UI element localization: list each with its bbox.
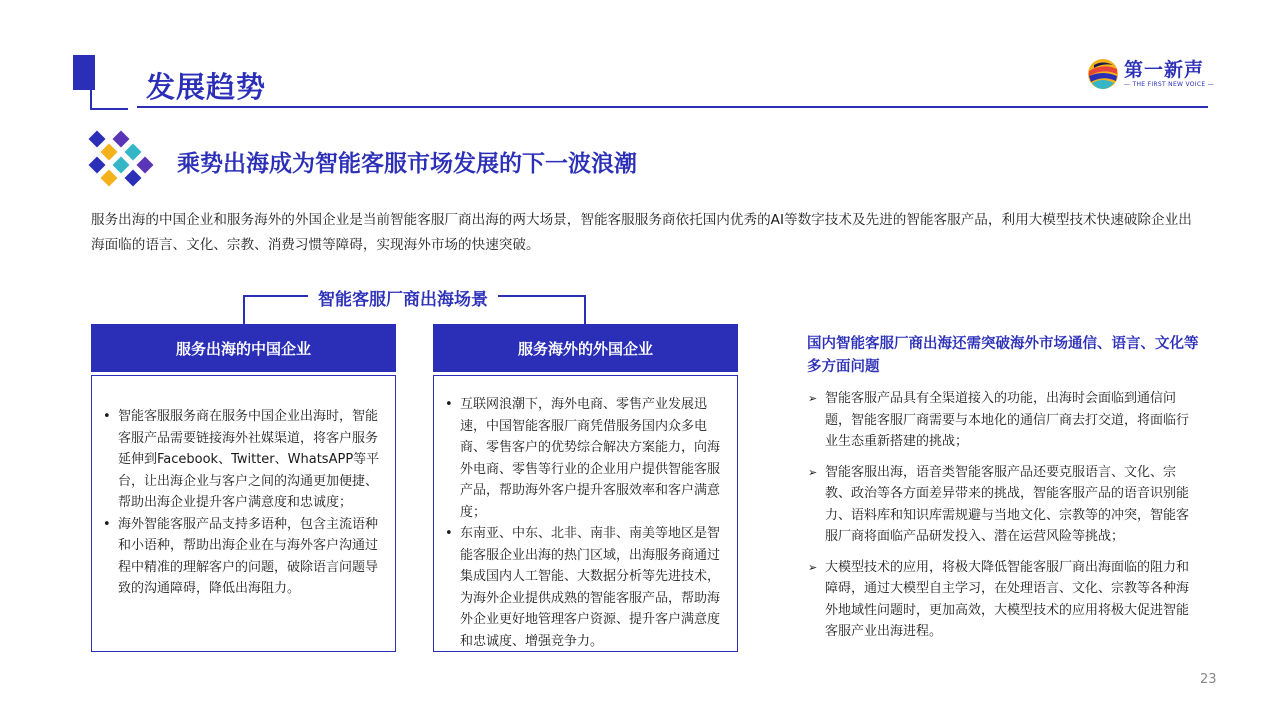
scene-box-foreign-enterprises: [433, 375, 738, 652]
arrow-bullet-icon: ➢: [808, 465, 818, 479]
scene-header-foreign-enterprises: 服务海外的外国企业: [433, 324, 738, 372]
section-title: 乘势出海成为智能客服市场发展的下一波浪潮: [177, 151, 637, 177]
scene-bullet-list: [96, 406, 381, 600]
scene-bullet: • 海外智能客服产品支持多语种，包含主流语种和小语种，帮助出海企业在与海外客户沟通过程中精准的理解客户的问题，破除语言问题导致的沟通障碍，降低出海阻力。: [96, 514, 381, 600]
arrow-bullet-icon: ➢: [808, 560, 818, 574]
logo-mark-icon: [1086, 57, 1120, 91]
page-title: 发展趋势: [146, 70, 267, 104]
header-divider: [137, 106, 1208, 108]
logo-tagline: — THE FIRST NEW VOICE —: [1124, 81, 1214, 88]
scene-bullet-list: [438, 394, 731, 652]
challenge-text: 智能客服出海，语音类智能客服产品还要克服语言、文化、宗教、政治等各方面差异带来的挑战，智能客服产品的语音识别能力、语料库和知识库需规避与当地文化、宗教等的冲突，智能客服厂商将面临产品研发投入、潜在运营风险等挑战；: [825, 464, 1190, 544]
intro-paragraph: 服务出海的中国企业和服务海外的外国企业是当前智能客服厂商出海的两大场景，智能客服服务商依托国内优秀的AI等数字技术及先进的智能客服产品，利用大模型技术快速破除企业出海面临的语言、文化、宗教、消费习惯等障碍，实现海外市场的快速突破。: [91, 212, 1192, 253]
header-accent-outline: [90, 72, 128, 110]
scene-bullet: • 智能客服服务商在服务中国企业出海时，智能客服产品需要链接海外社媒渠道，将客户服务延伸到Facebook、Twitter、WhatsAPP等平台，让出海企业与客户之间的沟通更加便捷、帮助出海企业提升客户满意度和忠诚度；: [96, 406, 381, 514]
challenge-item: [808, 388, 1200, 453]
challenge-item: [808, 462, 1200, 548]
brand-logo: [1086, 55, 1226, 95]
scene-box-chinese-enterprises: [91, 375, 396, 652]
logo-name: 第一新声: [1124, 59, 1205, 81]
diamond-pattern-icon: [88, 130, 160, 190]
scene-title: 智能客服厂商出海场景: [308, 285, 498, 310]
challenge-text: 智能客服产品具有全渠道接入的功能，出海时会面临到通信问题，智能客服厂商需要与本地化的通信厂商去打交道，将面临行业生态重新搭建的挑战；: [825, 391, 1190, 449]
challenges-title: 国内智能客服厂商出海还需突破海外市场通信、语言、文化等多方面问题: [807, 336, 1199, 375]
scene-bullet: • 东南亚、中东、北非、南非、南美等地区是智能客服企业出海的热门区域，出海服务商通过集成国内人工智能、大数据分析等先进技术，为海外企业提供成熟的智能客服产品，帮助海外企业更好地管理客户资源、提升客户满意度和忠诚度、增强竞争力。: [438, 523, 731, 652]
arrow-bullet-icon: ➢: [808, 392, 818, 405]
scene-header-chinese-enterprises: 服务出海的中国企业: [91, 324, 396, 372]
challenge-text: 大模型技术的应用，将极大降低智能客服厂商出海面临的阻力和障碍，通过大模型自主学习，在处理语言、文化、宗教等各种海外地域性问题时，更加高效，大模型技术的应用将极大促进智能客服产业出海进程。: [825, 559, 1190, 639]
scene-bullet: • 互联网浪潮下，海外电商、零售产业发展迅速，中国智能客服厂商凭借服务国内众多电商、零售客户的优势综合解决方案能力，向海外电商、零售等行业的企业用户提供智能客服产品，帮助海外客户提升客服效率和客户满意度；: [438, 394, 731, 523]
page-number: 23: [1200, 672, 1217, 687]
challenges-list: [808, 388, 1200, 652]
challenge-item: [808, 557, 1200, 643]
